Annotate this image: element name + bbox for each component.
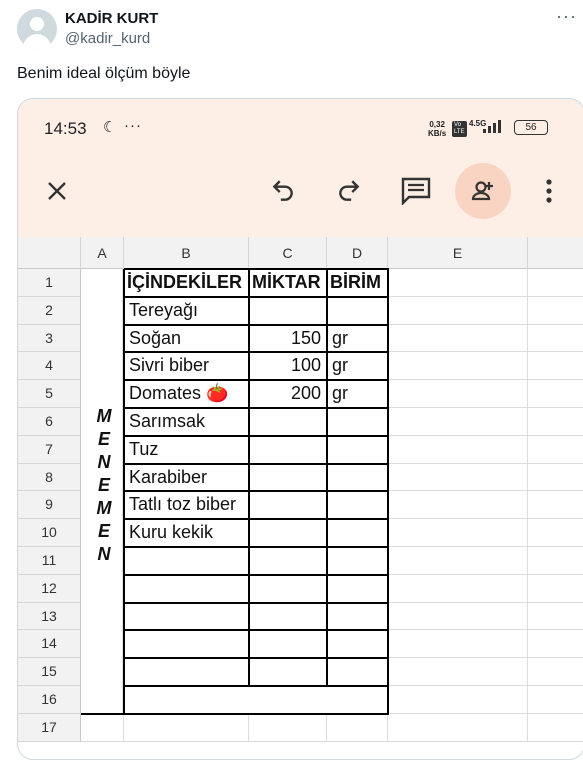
network-type: 4.5G <box>469 119 487 128</box>
ingredient-qty[interactable] <box>249 491 327 519</box>
sheet-cell[interactable] <box>388 547 528 575</box>
table-border-h <box>124 351 389 353</box>
sheet-cell[interactable] <box>528 464 583 492</box>
table-border-h <box>124 268 389 270</box>
attached-image[interactable] <box>17 98 583 760</box>
sheet-cell[interactable] <box>388 464 528 492</box>
sheet-cell[interactable] <box>528 436 583 464</box>
table-border-h <box>124 490 389 492</box>
sheet-cell[interactable] <box>528 686 583 714</box>
sheet-cell[interactable] <box>327 630 388 658</box>
row-header[interactable]: 7 <box>18 436 81 464</box>
sheet-cell[interactable] <box>327 547 388 575</box>
spreadsheet-grid[interactable] <box>18 237 583 759</box>
sheet-cell[interactable] <box>388 658 528 686</box>
battery-icon: 56 <box>514 120 548 135</box>
header-ingredients[interactable]: İÇİNDEKİLER <box>124 269 249 297</box>
sheet-cell[interactable] <box>528 630 583 658</box>
vertical-label-letter: E <box>97 429 110 449</box>
signal-icon <box>483 120 507 133</box>
column-header-e[interactable]: E <box>388 237 528 269</box>
data-rate-unit: KB/s <box>428 129 447 138</box>
sheet-cell[interactable] <box>528 603 583 631</box>
sheet-cell[interactable] <box>388 575 528 603</box>
ingredient-name[interactable]: Sivri biber <box>124 352 249 380</box>
vertical-label-letter: E <box>97 475 110 495</box>
table-border-h <box>124 379 389 381</box>
sheet-cell[interactable] <box>327 714 388 742</box>
table-border-v <box>387 269 389 714</box>
status-time: 14:53 <box>44 119 87 138</box>
sheet-cell[interactable] <box>124 714 249 742</box>
sheet-cell[interactable] <box>388 269 528 297</box>
row-header[interactable]: 3 <box>18 325 81 353</box>
sheet-cell[interactable] <box>528 658 583 686</box>
table-border-h <box>124 463 389 465</box>
sheet-cell[interactable] <box>124 630 249 658</box>
sheet-cell[interactable] <box>528 325 583 353</box>
table-border-bottom <box>124 713 389 715</box>
row-header[interactable]: 16 <box>18 686 81 714</box>
table-border-a-bottom <box>81 713 124 715</box>
ingredient-unit[interactable] <box>327 464 388 492</box>
table-border-h <box>124 407 389 409</box>
ingredient-name[interactable]: Tereyağı <box>124 297 249 325</box>
ingredient-qty[interactable]: 200 <box>249 380 327 408</box>
author-handle[interactable]: @kadir_kurd <box>65 30 151 47</box>
table-border-h <box>124 435 389 437</box>
sheet-cell[interactable] <box>327 575 388 603</box>
sheet-cell[interactable] <box>528 575 583 603</box>
row-header[interactable]: 4 <box>18 352 81 380</box>
table-border-h <box>124 574 389 576</box>
vertical-label-letter: M <box>96 498 112 518</box>
table-border-v <box>123 269 125 714</box>
author-name[interactable]: KADİR KURT <box>65 10 159 27</box>
avatar[interactable] <box>17 9 57 49</box>
more-vertical-icon[interactable] <box>525 167 573 215</box>
sheet-cell[interactable] <box>528 519 583 547</box>
sheet-cell[interactable] <box>388 686 528 714</box>
row-header[interactable]: 9 <box>18 491 81 519</box>
ingredient-name[interactable]: Karabiber <box>124 464 249 492</box>
sheet-cell[interactable] <box>388 380 528 408</box>
ingredient-name[interactable]: Tatlı toz biber <box>124 491 249 519</box>
sheet-cell[interactable] <box>528 269 583 297</box>
sheet-cell[interactable] <box>124 603 249 631</box>
ingredient-name[interactable]: Sarımsak <box>124 408 249 436</box>
moon-icon: ☾ <box>103 119 117 136</box>
sheet-cell[interactable] <box>388 297 528 325</box>
data-rate-value: 0,32 <box>429 120 445 129</box>
table-border-h <box>124 629 389 631</box>
volte-line1: Vo <box>454 122 462 128</box>
vertical-label-letter: M <box>96 406 112 426</box>
ingredient-unit[interactable] <box>327 436 388 464</box>
column-header-d[interactable]: D <box>327 237 388 269</box>
sheet-cell[interactable] <box>528 408 583 436</box>
ingredient-qty[interactable] <box>249 519 327 547</box>
table-border-v <box>326 269 328 686</box>
select-all-corner[interactable] <box>18 237 81 269</box>
sheet-cell[interactable] <box>388 491 528 519</box>
sheet-cell[interactable] <box>528 352 583 380</box>
row-header[interactable]: 14 <box>18 630 81 658</box>
ingredient-name[interactable]: Domates 🍅 <box>124 380 249 408</box>
sheet-cell[interactable] <box>388 630 528 658</box>
data-rate <box>428 120 446 138</box>
sheet-cell[interactable] <box>249 547 327 575</box>
ingredient-unit[interactable] <box>327 408 388 436</box>
ingredient-name[interactable]: Soğan <box>124 325 249 353</box>
sheet-toolbar <box>18 157 583 237</box>
volte-icon <box>452 121 467 137</box>
ingredient-qty[interactable] <box>249 408 327 436</box>
header-unit[interactable]: BİRİM <box>327 269 388 297</box>
ingredient-unit[interactable]: gr <box>327 325 388 353</box>
row-header[interactable]: 10 <box>18 519 81 547</box>
sheet-cell[interactable] <box>388 603 528 631</box>
table-border-v <box>248 269 250 686</box>
undo-icon[interactable] <box>259 167 307 215</box>
sheet-cell[interactable] <box>528 380 583 408</box>
sheet-cell[interactable] <box>249 658 327 686</box>
column-header-a[interactable]: A <box>81 237 124 269</box>
table-border-h <box>124 546 389 548</box>
close-icon[interactable] <box>33 167 81 215</box>
ingredient-qty[interactable]: 100 <box>249 352 327 380</box>
ingredient-name[interactable]: Tuz <box>124 436 249 464</box>
ingredient-unit[interactable] <box>327 491 388 519</box>
row-header[interactable]: 17 <box>18 714 81 742</box>
column-header-c[interactable]: C <box>249 237 327 269</box>
ingredient-qty[interactable] <box>249 297 327 325</box>
sheet-cell[interactable] <box>528 547 583 575</box>
row-header[interactable]: 15 <box>18 658 81 686</box>
sheet-cell[interactable] <box>124 658 249 686</box>
ingredient-qty[interactable] <box>249 464 327 492</box>
comment-icon[interactable] <box>392 167 440 215</box>
ingredient-unit[interactable]: gr <box>327 352 388 380</box>
row-header[interactable]: 6 <box>18 408 81 436</box>
ingredient-unit[interactable]: gr <box>327 380 388 408</box>
vertical-label-letter: N <box>97 544 111 564</box>
sheet-cell[interactable] <box>124 575 249 603</box>
sheet-cell[interactable] <box>388 436 528 464</box>
sheet-cell[interactable] <box>528 491 583 519</box>
table-border-h <box>124 518 389 520</box>
row-header[interactable]: 13 <box>18 603 81 631</box>
row-header[interactable]: 12 <box>18 575 81 603</box>
avatar-head-shape <box>30 17 44 31</box>
status-bar <box>18 99 583 157</box>
table-border-h <box>124 324 389 326</box>
ingredient-unit[interactable] <box>327 519 388 547</box>
row-header[interactable]: 11 <box>18 547 81 575</box>
sheet-cell[interactable] <box>528 297 583 325</box>
volte-line2: LTE <box>454 129 465 135</box>
sheet-cell[interactable] <box>388 408 528 436</box>
header-quantity[interactable]: MİKTAR <box>249 269 327 297</box>
add-person-icon[interactable] <box>459 167 507 215</box>
sheet-cell[interactable] <box>249 714 327 742</box>
table-border-h <box>124 657 389 659</box>
more-horizontal-icon[interactable]: ··· <box>556 6 577 26</box>
ingredient-qty[interactable]: 150 <box>249 325 327 353</box>
sheet-cell[interactable] <box>528 714 583 742</box>
sheet-cell[interactable] <box>388 352 528 380</box>
table-border-h <box>124 602 389 604</box>
vertical-label-letter: E <box>97 521 110 541</box>
sheet-cell[interactable] <box>81 714 124 742</box>
ingredient-unit[interactable] <box>327 297 388 325</box>
avatar-body-shape <box>23 34 51 49</box>
tweet-text: Benim ideal ölçüm böyle <box>17 65 191 82</box>
column-header-b[interactable]: B <box>124 237 249 269</box>
column-header-f[interactable] <box>528 237 583 269</box>
sheet-cell[interactable] <box>388 519 528 547</box>
sheet-cell[interactable] <box>249 630 327 658</box>
sheet-cell[interactable] <box>327 658 388 686</box>
sheet-cell[interactable] <box>249 603 327 631</box>
ingredient-name[interactable]: Kuru kekik <box>124 519 249 547</box>
sheet-cell[interactable] <box>124 547 249 575</box>
sheet-cell[interactable] <box>249 575 327 603</box>
vertical-label-letter: N <box>97 452 111 472</box>
sheet-cell[interactable] <box>388 325 528 353</box>
ingredient-qty[interactable] <box>249 436 327 464</box>
row-header[interactable]: 5 <box>18 380 81 408</box>
redo-icon[interactable] <box>325 167 373 215</box>
merged-cell-row16[interactable] <box>125 687 387 713</box>
sheet-cell[interactable] <box>388 714 528 742</box>
notification-dots-icon: ··· <box>124 117 142 134</box>
row-header[interactable]: 8 <box>18 464 81 492</box>
vertical-merged-label <box>94 405 114 566</box>
row-header[interactable]: 2 <box>18 297 81 325</box>
row-header[interactable]: 1 <box>18 269 81 297</box>
table-border-h <box>124 296 389 298</box>
sheet-cell[interactable] <box>327 603 388 631</box>
